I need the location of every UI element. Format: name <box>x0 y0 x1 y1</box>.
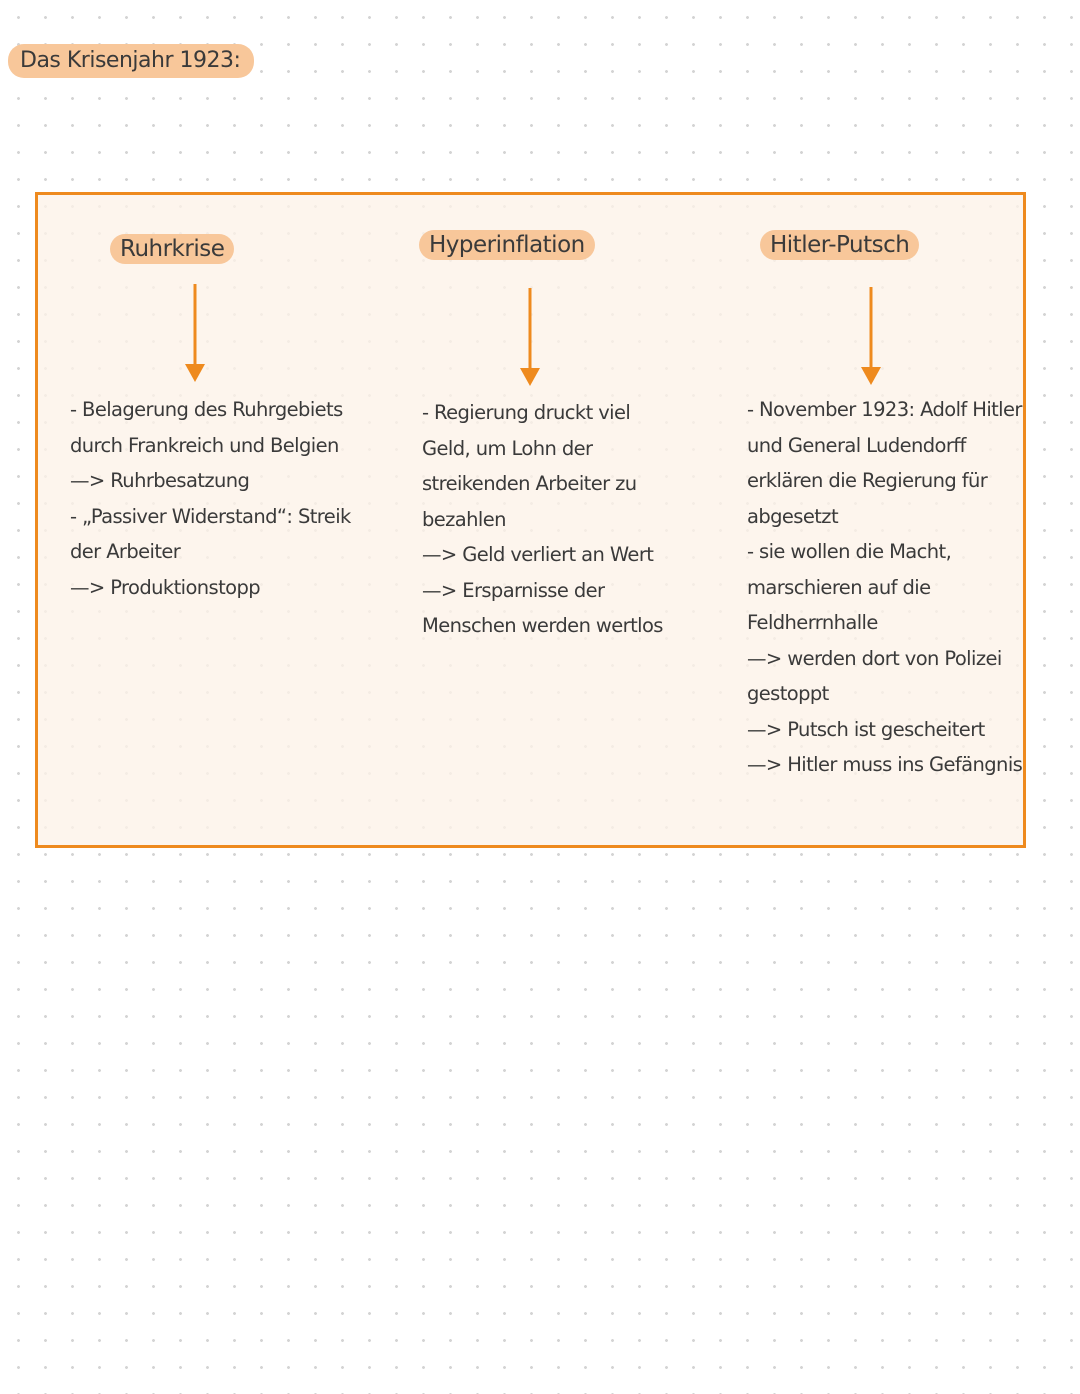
text-line: —> Putsch ist gescheitert <box>747 717 985 741</box>
text-line: - November 1923: Adolf Hitler <box>747 398 1022 421</box>
text-line: Menschen werden wertlos <box>422 614 663 637</box>
text-line: - Belagerung des Ruhrgebiets <box>70 398 343 421</box>
column-heading-hitler-putsch: Hitler-Putsch <box>760 230 919 260</box>
arrow-down-icon <box>859 287 883 387</box>
text-line: abgesetzt <box>747 504 838 528</box>
column-text-ruhrkrise <box>70 392 351 605</box>
text-line: gestoppt <box>747 682 829 705</box>
text-line: erklären die Regierung für <box>747 469 988 492</box>
text-line: durch Frankreich und Belgien <box>70 433 339 457</box>
text-line: und General Ludendorff <box>747 433 966 457</box>
text-line: marschieren auf die <box>747 575 931 599</box>
page-title: Das Krisenjahr 1923: <box>8 44 254 78</box>
text-line: —> Produktionstopp <box>70 575 261 599</box>
text-line: —> Ruhrbesatzung <box>70 469 250 492</box>
column-heading-hyperinflation: Hyperinflation <box>419 230 595 260</box>
text-line: bezahlen <box>422 507 506 531</box>
text-line: —> Ersparnisse der <box>422 578 605 602</box>
text-line: der Arbeiter <box>70 540 181 563</box>
summary-box <box>35 192 1026 848</box>
text-line: - Regierung druckt viel <box>422 401 631 424</box>
text-line: Geld, um Lohn der <box>422 436 593 460</box>
text-line: - sie wollen die Macht, <box>747 540 952 563</box>
column-heading-ruhrkrise: Ruhrkrise <box>110 234 234 264</box>
column-text-hyperinflation <box>422 395 663 644</box>
text-line: —> Geld verliert an Wert <box>422 543 654 566</box>
text-line: Feldherrnhalle <box>747 611 878 634</box>
text-line: - „Passiver Widerstand“: Streik <box>70 504 351 528</box>
text-line: —> Hitler muss ins Gefängnis <box>747 753 1023 776</box>
column-text-hitler-putsch <box>747 392 1022 783</box>
arrow-down-icon <box>518 288 542 388</box>
text-line: streikenden Arbeiter zu <box>422 472 637 495</box>
arrow-down-icon <box>183 284 207 384</box>
text-line: —> werden dort von Polizei <box>747 646 1002 670</box>
